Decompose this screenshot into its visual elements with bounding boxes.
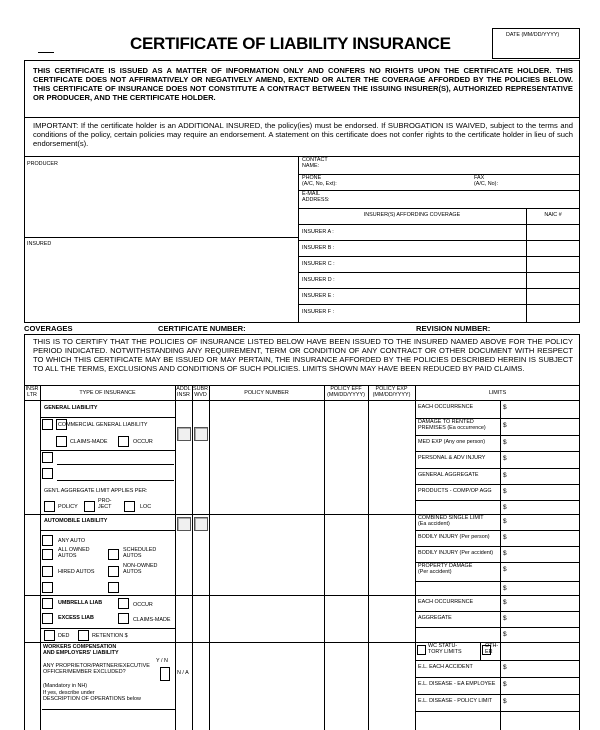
limit-amount-input[interactable] [510,564,578,579]
insurer-naic-input[interactable] [529,275,577,286]
coverages-statement: THIS IS TO CERTIFY THAT THE POLICIES OF INSURANCE LISTED BELOW HAVE BEEN ISSUED TO THE INSURED NAMED ABOVE FOR THE POLICY PERIOD INDICATED. NOTWITHSTANDING ANY REQUIREMENT, TERM OR CONDITION OF ANY CONTRACT OR OTHER DOCUMENT WITH RESPECT TO WHICH THIS CERTIFICATE MAY BE ISSUED OR MAY PERTAIN, THE INSURANCE AFFORDED BY THE POLICIES DESCRIBED HEREIN IS SUBJECT TO ALL THE TERMS, EXCLUSIONS AND CONDITIONS OF SUCH POLICIES. LIMITS SHOWN MAY HAVE BEEN REDUCED BY PAID CLAIMS. [33,337,573,374]
limit-label: GENERAL AGGREGATE [418,472,479,478]
auto-exp-input[interactable] [370,550,413,562]
limit-label: E.L. EACH ACCIDENT [418,664,473,670]
limit-amount-input[interactable] [510,437,578,449]
limit-label: PRODUCTS - COMP/OP AGG [418,488,492,494]
col-subr: SUBR WVD [193,386,208,398]
notice-text: THIS CERTIFICATE IS ISSUED AS A MATTER OF INFORMATION ONLY AND CONFERS NO RIGHTS UPON THE CERTIFICATE HOLDER. THIS CERTIFICATE DOES NOT AFFIRMATIVELY OR NEGATIVELY AMEND, EXTEND OR ALTER THE COVERAGE AFFORDED BY THE POLICIES BELOW. THIS CERTIFICATE OF INSURANCE DOES NOT CONSTITUTE A CONTRACT BETWEEN THE ISSUING INSURER(S), AUTHORIZED REPRESENTATIVE OR PRODUCER, AND THE CERTIFICATE HOLDER. [33,66,573,103]
limit-label: E.L. DISEASE - POLICY LIMIT [418,698,493,704]
dollar-sign: $ [503,534,507,541]
workers-yn-label: Y / N [156,658,168,664]
limit-row-divider [415,546,580,547]
policy-label: POLICY [58,504,78,510]
revision-number-input[interactable] [498,323,578,333]
limit-amount-input[interactable] [510,453,578,466]
retention-label: RETENTION $ [92,633,128,639]
auto-eff-input[interactable] [326,550,366,562]
ded-label: DED [58,633,70,639]
insurer-row-divider [298,240,580,241]
limit-label: COMBINED SINGLE LIMIT (Ea accident) [418,515,484,527]
page-title: CERTIFICATE OF LIABILITY INSURANCE [130,34,451,53]
phone-label: PHONE (A/C, No, Ext): [302,175,337,187]
limit-label: BODILY INJURY (Per accident) [418,550,494,556]
limit-row-divider [415,435,580,436]
limit-amount-input[interactable] [510,470,578,482]
limit-amount-input[interactable] [510,696,578,709]
contact-name-label: CONTACT NAME: [302,157,328,169]
dollar-sign: $ [503,404,507,411]
insurer-naic-input[interactable] [529,291,577,302]
dollar-sign: $ [503,488,507,495]
insurer-row-divider [298,288,580,289]
claims-made-label: CLAIMS-MADE [70,439,108,445]
insured-label: INSURED [27,241,52,247]
revision-number-label: REVISION NUMBER: [416,324,491,333]
auto-policy-number-input[interactable] [212,550,321,562]
insured-input[interactable] [28,250,294,320]
limit-amount-input[interactable] [510,629,578,640]
ded-checkbox[interactable] [44,630,55,641]
excess-checkbox[interactable] [42,613,53,624]
dollar-sign: $ [503,664,507,671]
dollar-sign: $ [503,472,507,479]
limit-row-divider [415,468,580,469]
insurer-naic-input[interactable] [529,243,577,254]
limit-row-divider [415,694,580,695]
occur-checkbox[interactable] [118,436,129,447]
insurer-label: INSURER E : [302,293,335,299]
umbrella-label: UMBRELLA LIAB [58,600,103,606]
limit-amount-input[interactable] [510,662,578,675]
any-proprietor-label: ANY PROPRIETOR/PARTNER/EXECUTIVE OFFICER/MEMBER EXCLUDED? [43,663,150,675]
all-owned-label: ALL OWNED AUTOS [58,547,90,559]
wc-statutory-label: WC STATU- TORY LIMITS [428,643,462,655]
naic-label: NAIC # [544,212,562,218]
gl-eff-input[interactable] [326,440,366,452]
auto-title: AUTOMOBILE LIABILITY [44,518,108,524]
dollar-sign: $ [503,550,507,557]
dollar-sign: $ [503,615,507,622]
limit-row-divider [415,611,580,612]
gl-checkbox[interactable] [42,419,53,430]
insurer-name-input[interactable] [340,227,522,238]
limit-amount-input[interactable] [510,532,578,544]
auto-other-checkbox-1[interactable] [42,582,53,593]
limit-label: EACH OCCURRENCE [418,404,474,410]
dollar-sign: $ [503,455,507,462]
insurer-label: INSURER A : [302,229,334,235]
workers-yn-box[interactable] [160,667,170,681]
auto-addl-checkbox[interactable] [177,517,191,531]
any-auto-checkbox[interactable] [42,535,53,546]
policy-checkbox[interactable] [44,501,55,512]
limit-row-divider [415,530,580,531]
umbrella-checkbox[interactable] [42,598,53,609]
limit-row-divider [415,677,580,678]
dollar-sign: $ [503,518,507,525]
insurer-name-input[interactable] [340,307,522,318]
col-limits: LIMITS [488,390,507,396]
insurer-name-input[interactable] [340,259,522,270]
limit-amount-input[interactable] [510,597,578,609]
workers-exp-input[interactable] [370,672,413,684]
col-insr-ltr: INSR LTR [25,386,39,398]
date-label: DATE (MM/DD/YYYY) [506,32,560,38]
hired-autos-label: HIRED AUTOS [58,569,95,575]
insurer-label: INSURER B : [302,245,335,251]
insurer-label: INSURER F : [302,309,335,315]
loc-checkbox[interactable] [124,501,135,512]
insurer-naic-input[interactable] [529,259,577,270]
loc-label: LOC [140,504,152,510]
dollar-sign: $ [503,504,507,511]
workers-eff-input[interactable] [326,672,366,684]
limit-row-divider [415,642,580,643]
insurer-row-divider [298,272,580,273]
col-addl: ADDL INSR [176,386,191,398]
producer-label: PRODUCER [27,161,58,167]
any-auto-label: ANY AUTO [58,538,86,544]
project-checkbox[interactable] [84,501,95,512]
insurer-row-divider [298,256,580,257]
insurer-row-divider [298,304,580,305]
aggregate-applies-label: GEN'L AGGREGATE LIMIT APPLIES PER: [44,488,148,494]
limit-amount-input[interactable] [510,516,578,528]
col-policy-number: POLICY NUMBER [244,390,289,396]
insurer-naic-input[interactable] [529,307,577,318]
limit-amount-input[interactable] [510,486,578,498]
certificate-number-input[interactable] [256,323,396,333]
limit-label: EACH OCCURRENCE [418,599,474,605]
auto-other-checkbox-2[interactable] [108,582,119,593]
gl-policy-number-input[interactable] [212,440,321,452]
dollar-sign: $ [503,631,507,638]
affording-coverage-label: INSURER(S) AFFORDING COVERAGE [363,212,461,218]
umbrella-eff-input[interactable] [326,612,366,624]
auto-subr-checkbox[interactable] [194,517,208,531]
gl-subr-checkbox[interactable] [194,427,208,441]
occur-label: OCCUR [133,439,153,445]
date-input[interactable] [496,45,576,57]
insurer-name-input[interactable] [340,275,522,286]
claims-made-checkbox[interactable] [56,436,67,447]
scheduled-label: SCHEDULED AUTOS [123,547,157,559]
dollar-sign: $ [503,422,507,429]
limit-label: BODILY INJURY (Per person) [418,534,490,540]
limit-amount-input[interactable] [510,548,578,560]
workers-title: WORKERS COMPENSATION AND EMPLOYERS' LIABILITY [43,644,119,656]
insurer-naic-input[interactable] [529,227,577,238]
mandatory-label: (Mandatory in NH) [43,683,88,689]
limit-amount-input[interactable] [510,402,578,416]
fax-label: FAX (A/C, No): [474,175,498,187]
logo-mark [38,52,54,56]
limit-amount-input[interactable] [510,502,578,512]
umbrella-occur-checkbox[interactable] [118,598,129,609]
limit-row-divider [415,660,580,661]
limit-row-divider [415,484,580,485]
cgl-label: COMMERCIAL GENERAL LIABILITY [58,422,148,428]
umbrella-policy-number-input[interactable] [212,612,321,624]
limit-row-divider [415,500,580,501]
wc-statutory-checkbox[interactable] [417,645,426,655]
wc-other-label: OTH- ER [485,643,499,655]
limit-label: MED EXP (Any one person) [418,439,486,445]
important-text: IMPORTANT: If the certificate holder is an ADDITIONAL INSURED, the policy(ies) must be endorsed. If SUBROGATION IS WAIVED, subject to the terms and conditions of the policy, certain policies may require an endorsement. A statement on this certificate does not confer rights to the certificate holder in lieu of such endorsement(s). [33,121,573,149]
non-owned-label: NON-OWNED AUTOS [123,563,158,575]
email-label: E-MAIL ADDRESS: [302,191,330,203]
gl-exp-input[interactable] [370,440,413,452]
umbrella-occur-label: OCCUR [133,602,153,608]
limit-label: PERSONAL & ADV INJURY [418,455,486,461]
limit-amount-input[interactable] [510,613,578,625]
gl-addl-checkbox[interactable] [177,427,191,441]
retention-checkbox[interactable] [78,630,89,641]
insurer-label: INSURER D : [302,277,335,283]
gl-title: GENERAL LIABILITY [44,405,98,411]
describe-label: If yes, describe under DESCRIPTION OF OPERATIONS below [43,690,141,702]
limit-row-divider [415,711,580,712]
dollar-sign: $ [503,599,507,606]
gl-other-checkbox-2[interactable] [42,468,53,479]
project-label: PRO- JECT [98,498,112,510]
umbrella-claims-checkbox[interactable] [118,613,129,624]
dollar-sign: $ [503,698,507,705]
limit-row-divider [415,451,580,452]
dollar-sign: $ [503,439,507,446]
workers-policy-number-input[interactable] [212,672,321,684]
col-exp: POLICY EXP (MM/DD/YYYY) [372,386,411,398]
scheduled-checkbox[interactable] [108,549,119,560]
hired-autos-checkbox[interactable] [42,566,53,577]
insurer-name-input[interactable] [340,243,522,254]
limit-amount-input[interactable] [510,679,578,692]
producer-input[interactable] [28,170,294,234]
col-type: TYPE OF INSURANCE [79,390,136,396]
limit-row-divider [415,627,580,628]
limit-amount-input[interactable] [510,420,578,433]
dollar-sign: $ [503,585,507,592]
limit-label: E.L. DISEASE - EA EMPLOYEE [418,681,496,687]
limit-label: AGGREGATE [418,615,452,621]
dollar-sign: $ [503,566,507,573]
dollar-sign: $ [503,681,507,688]
limit-amount-input[interactable] [510,583,578,593]
excess-label: EXCESS LIAB [58,615,94,621]
limit-row-divider [415,581,580,582]
non-owned-checkbox[interactable] [108,566,119,577]
workers-na-label: N / A [177,670,189,676]
gl-other-checkbox-1[interactable] [42,452,53,463]
insurer-label: INSURER C : [302,261,335,267]
col-eff: POLICY EFF (MM/DD/YYYY) [327,386,365,398]
insurer-name-input[interactable] [340,291,522,302]
limit-row-divider [415,595,580,596]
limit-label: DAMAGE TO RENTED PREMISES (Ea occurrence) [418,419,486,431]
certificate-number-label: CERTIFICATE NUMBER: [158,324,246,333]
limit-label: PROPERTY DAMAGE (Per accident) [418,563,473,575]
coverages-label: COVERAGES [24,324,73,333]
umbrella-exp-input[interactable] [370,612,413,624]
all-owned-checkbox[interactable] [42,549,53,560]
umbrella-claims-label: CLAIMS-MADE [133,617,171,623]
